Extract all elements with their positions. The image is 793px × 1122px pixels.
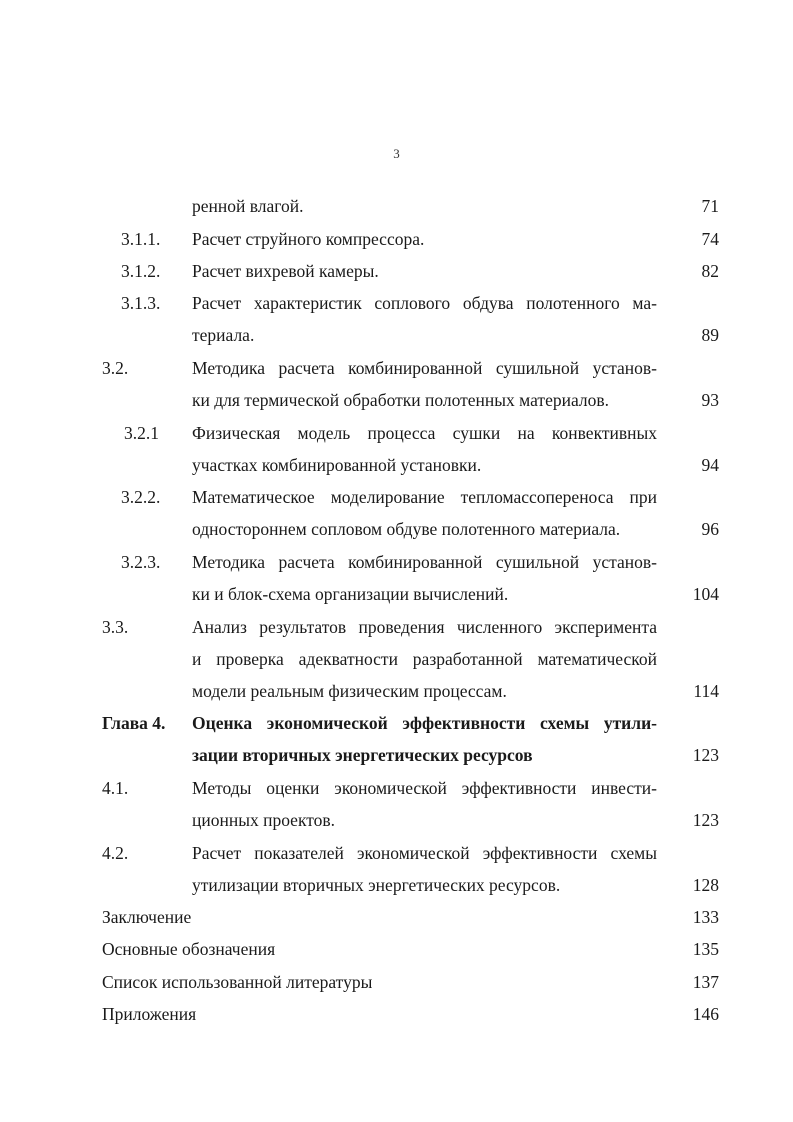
toc-page: 135 <box>692 939 719 959</box>
toc-number: 3.3. <box>102 617 129 637</box>
toc-line <box>0 967 793 997</box>
toc-line <box>0 482 793 512</box>
toc-line <box>0 805 793 835</box>
toc-number: 3.2. <box>102 358 129 378</box>
toc-text: Расчет вихревой камеры. <box>192 261 379 281</box>
toc-text: Расчет показателей экономической эффективности схемы <box>192 843 657 863</box>
toc-line <box>0 385 793 415</box>
toc-text: Расчет струйного компрессора. <box>192 229 425 249</box>
toc-line <box>0 644 793 674</box>
toc-line <box>0 676 793 706</box>
toc-page: 114 <box>693 681 719 701</box>
toc-line <box>0 934 793 964</box>
toc-page: 94 <box>701 455 719 475</box>
toc-line <box>0 773 793 803</box>
toc-line <box>0 902 793 932</box>
toc-chapter-text: зации вторичных энергетических ресурсов <box>192 745 533 765</box>
toc-line <box>0 612 793 642</box>
toc-text: Физическая модель процесса сушки на конвективных <box>192 423 657 443</box>
toc-text: и проверка адекватности разработанной математической <box>192 649 657 669</box>
toc-page: 93 <box>701 390 719 410</box>
toc-page: 123 <box>692 810 719 830</box>
toc-line <box>0 288 793 318</box>
toc-text: Расчет характеристик соплового обдува полотенного ма- <box>192 293 657 313</box>
toc-page: 96 <box>701 519 719 539</box>
toc-text: ки и блок-схема организации вычислений. <box>192 584 509 604</box>
toc-text: Методика расчета комбинированной сушильной установ- <box>192 552 657 572</box>
toc-text: ренной влагой. <box>192 196 304 216</box>
toc-text: утилизации вторичных энергетических ресурсов. <box>192 875 561 895</box>
toc-line <box>0 870 793 900</box>
toc-line <box>0 418 793 448</box>
toc-page: 128 <box>692 875 719 895</box>
toc-text: Список использованной литературы <box>102 972 373 992</box>
toc-page: 89 <box>701 325 719 345</box>
toc-chapter-line <box>0 708 793 738</box>
toc-line <box>0 191 793 221</box>
toc-page: 82 <box>701 261 719 281</box>
toc-number: 3.2.2. <box>121 487 161 507</box>
toc-number: 3.1.3. <box>121 293 161 313</box>
toc-text: модели реальным физическим процессам. <box>192 681 507 701</box>
toc-line <box>0 450 793 480</box>
toc-text: Основные обозначения <box>102 939 276 959</box>
toc-text: одностороннем сопловом обдуве полотенного материала. <box>192 519 621 539</box>
toc-text: Методика расчета комбинированной сушильной установ- <box>192 358 657 378</box>
page-number: 3 <box>393 146 400 161</box>
toc-page: 71 <box>701 196 719 216</box>
toc-page: 146 <box>692 1004 719 1024</box>
toc-number: 3.1.2. <box>121 261 161 281</box>
toc-text: Приложения <box>102 1004 197 1024</box>
toc-line <box>0 579 793 609</box>
toc-line <box>0 256 793 286</box>
toc-line <box>0 353 793 383</box>
toc-page: 137 <box>692 972 719 992</box>
toc-page: 123 <box>692 745 719 765</box>
toc-number: 4.2. <box>102 843 129 863</box>
toc-number: 3.2.1 <box>124 423 159 443</box>
toc-line <box>0 838 793 868</box>
toc-text: участках комбинированной установки. <box>192 455 482 475</box>
toc-chapter-line <box>0 740 793 770</box>
toc-chapter-number: Глава 4. <box>102 713 166 733</box>
toc-line <box>0 320 793 350</box>
toc-text: Заключение <box>102 907 192 927</box>
toc-number: 4.1. <box>102 778 129 798</box>
toc-number: 3.1.1. <box>121 229 161 249</box>
toc-text: Методы оценки экономической эффективности инвести- <box>192 778 657 798</box>
toc-page: 74 <box>701 229 719 249</box>
toc-line <box>0 999 793 1029</box>
toc-line <box>0 514 793 544</box>
toc-line <box>0 547 793 577</box>
toc-text: ционных проектов. <box>192 810 336 830</box>
toc-text: Математическое моделирование тепломассопереноса при <box>192 487 657 507</box>
toc-text: ки для термической обработки полотенных материалов. <box>192 390 610 410</box>
toc-page: 104 <box>692 584 719 604</box>
toc-page: 133 <box>692 907 719 927</box>
toc-line <box>0 224 793 254</box>
toc-text: Анализ результатов проведения численного эксперимента <box>192 617 657 637</box>
toc-number: 3.2.3. <box>121 552 161 572</box>
toc-chapter-text: Оценка экономической эффективности схемы утили- <box>192 713 657 733</box>
toc-text: териала. <box>192 325 255 345</box>
